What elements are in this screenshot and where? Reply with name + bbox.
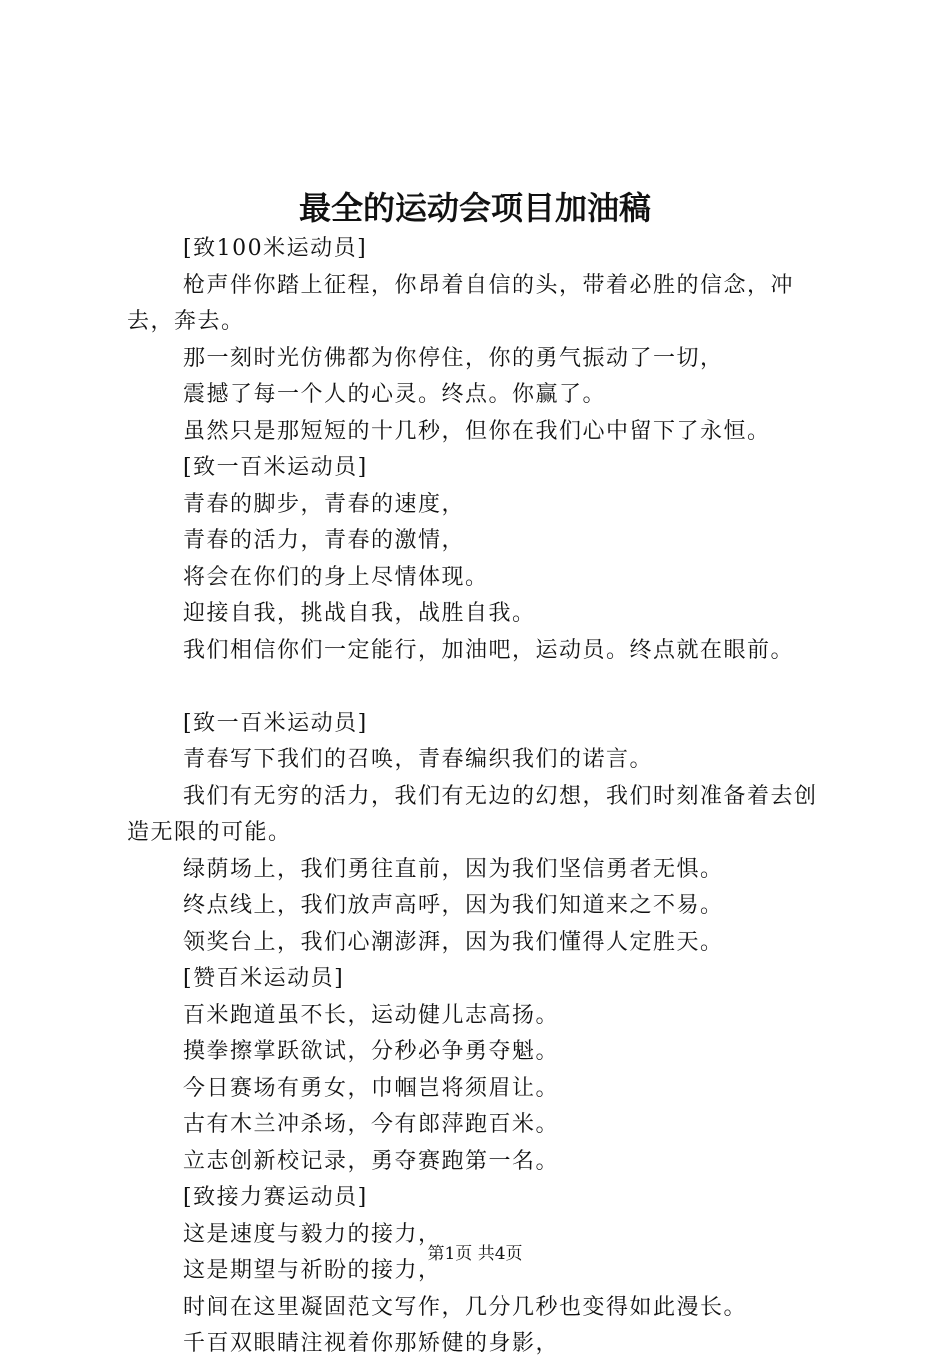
paragraph-line: 时间在这里凝固范文写作，几分几秒也变得如此漫长。 bbox=[183, 1294, 748, 1320]
paragraph-line: 领奖台上，我们心潮澎湃，因为我们懂得人定胜天。 bbox=[183, 929, 724, 955]
section-heading: [致100米运动员] bbox=[183, 236, 368, 261]
poem-line: 今日赛场有勇女，巾帼岂将须眉让。 bbox=[183, 1075, 560, 1101]
paragraph-line: 那一刻时光仿佛都为你停住，你的勇气振动了一切， bbox=[183, 345, 724, 371]
paragraph-line: 震撼了每一个人的心灵。终点。你赢了。 bbox=[183, 382, 607, 407]
document-body bbox=[127, 231, 837, 1363]
blank-line bbox=[127, 669, 837, 706]
paragraph-line: 这是速度与毅力的接力， bbox=[183, 1221, 442, 1247]
section-heading: [致一百米运动员] bbox=[183, 710, 368, 736]
paragraph-line: 枪声伴你踏上征程，你昂着自信的头，带着必胜的信念，冲去，奔去。 bbox=[127, 272, 795, 334]
paragraph-line: 绿荫场上，我们勇往直前，因为我们坚信勇者无惧。 bbox=[183, 856, 724, 882]
paragraph-line: 将会在你们的身上尽情体现。 bbox=[183, 564, 489, 590]
document-title: 最全的运动会项目加油稿 bbox=[298, 189, 651, 227]
paragraph-line: 我们有无穷的活力，我们有无边的幻想，我们时刻准备着去创造无限的可能。 bbox=[127, 783, 818, 845]
poem-line: 立志创新校记录，勇夺赛跑第一名。 bbox=[183, 1148, 560, 1174]
paragraph-line: 终点线上，我们放声高呼，因为我们知道来之不易。 bbox=[183, 893, 724, 918]
paragraph-line: 迎接自我，挑战自我，战胜自我。 bbox=[183, 601, 536, 626]
paragraph-line: 我们相信你们一定能行，加油吧，运动员。终点就在眼前。 bbox=[183, 637, 795, 663]
section-heading: [赞百米运动员] bbox=[183, 966, 345, 991]
poem-line: 古有木兰冲杀场，今有郎萍跑百米。 bbox=[183, 1112, 560, 1137]
paragraph-line: 青春写下我们的召唤，青春编织我们的诺言。 bbox=[183, 747, 654, 772]
page-footer: 第1页 共4页 bbox=[427, 1244, 523, 1264]
paragraph-line: 这是期望与祈盼的接力， bbox=[183, 1258, 442, 1283]
paragraph-line: 青春的脚步，青春的速度， bbox=[183, 491, 466, 517]
poem-line: 百米跑道虽不长，运动健儿志高扬。 bbox=[183, 1002, 560, 1028]
section-heading: [致一百米运动员] bbox=[183, 455, 368, 480]
paragraph-line: 青春的活力，青春的激情， bbox=[183, 528, 466, 553]
paragraph-line: 千百双眼睛注视着你那矫健的身影， bbox=[183, 1331, 560, 1356]
section-heading: [致接力赛运动员] bbox=[183, 1185, 368, 1210]
paragraph-line: 虽然只是那短短的十几秒，但你在我们心中留下了永恒。 bbox=[183, 418, 771, 444]
poem-line: 摸拳擦掌跃欲试，分秒必争勇夺魁。 bbox=[183, 1039, 560, 1064]
